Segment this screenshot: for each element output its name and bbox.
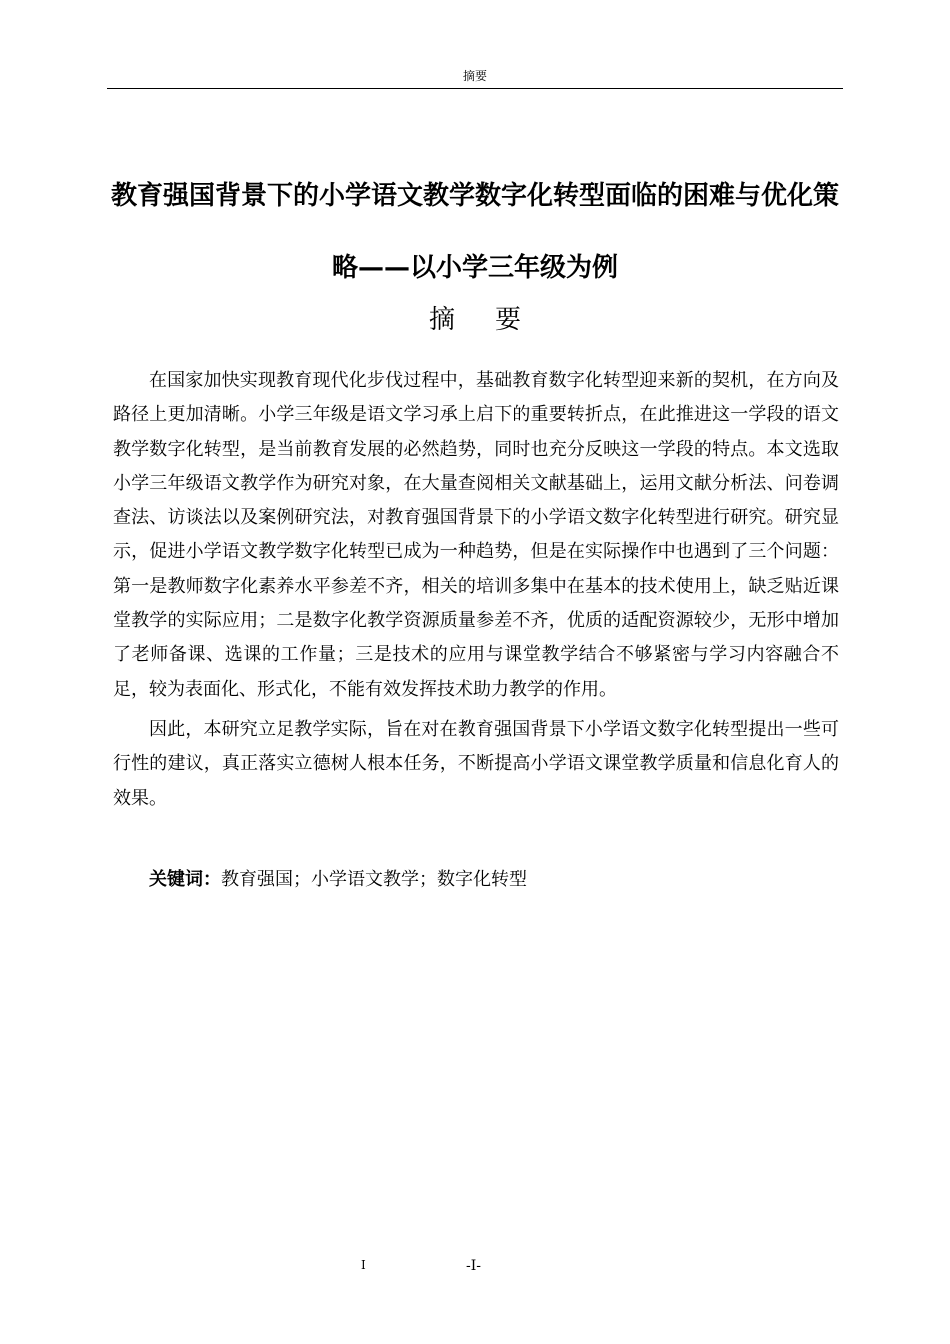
running-header: 摘要 — [462, 69, 487, 83]
abstract-paragraph-1: 在国家加快实现教育现代化步伐过程中，基础教育数字化转型迎来新的契机，在方向及路径上更加清晰。小学三年级是语文学习承上启下的重要转折点，在此推进这一学段的语文教学数字化转型，是当前教育发展的必然趋势，同时也充分反映这一学段的特点。本文选取小学三年级语文教学作为研究对象，在大量查阅相关文献基础上，运用文献分析法、问卷调查法、访谈法以及案例研究法，对教育强国背景下的小学语文数字化转型进行研究。研究显示，促进小学语文教学数字化转型已成为一种趋势，但是在实际操作中也遇到了三个问题：第一是教师数字化素养水平参差不齐，相关的培训多集中在基本的技术使用上，缺乏贴近课堂教学的实际应用；二是数字化教学资源质量参差不齐，优质的适配资源较少，无形中增加了老师备课、选课的工作量；三是技术的应用与课堂教学结合不够紧密与学习内容融合不足，较为表面化、形式化，不能有效发挥技术助力教学的作用。 — [113, 370, 839, 700]
footer-mark: I — [361, 1258, 366, 1272]
keywords-line — [149, 866, 527, 894]
keywords-label: 关键词： — [149, 869, 221, 890]
abstract-heading: 摘要 — [428, 305, 561, 335]
abstract-body — [113, 364, 839, 816]
page-number: -I- — [466, 1258, 481, 1274]
keywords-text: 教育强国；小学语文教学；数字化转型 — [221, 869, 527, 890]
abstract-paragraph-2: 因此，本研究立足教学实际，旨在对在教育强国背景下小学语文数字化转型提出一些可行性的建议，真正落实立德树人根本任务，不断提高小学语文课堂教学质量和信息化育人的效果。 — [113, 718, 839, 809]
paper-title: 教育强国背景下的小学语文教学数字化转型面临的困难与优化策略——以小学三年级为例 — [110, 181, 839, 283]
header-rule — [107, 88, 843, 89]
